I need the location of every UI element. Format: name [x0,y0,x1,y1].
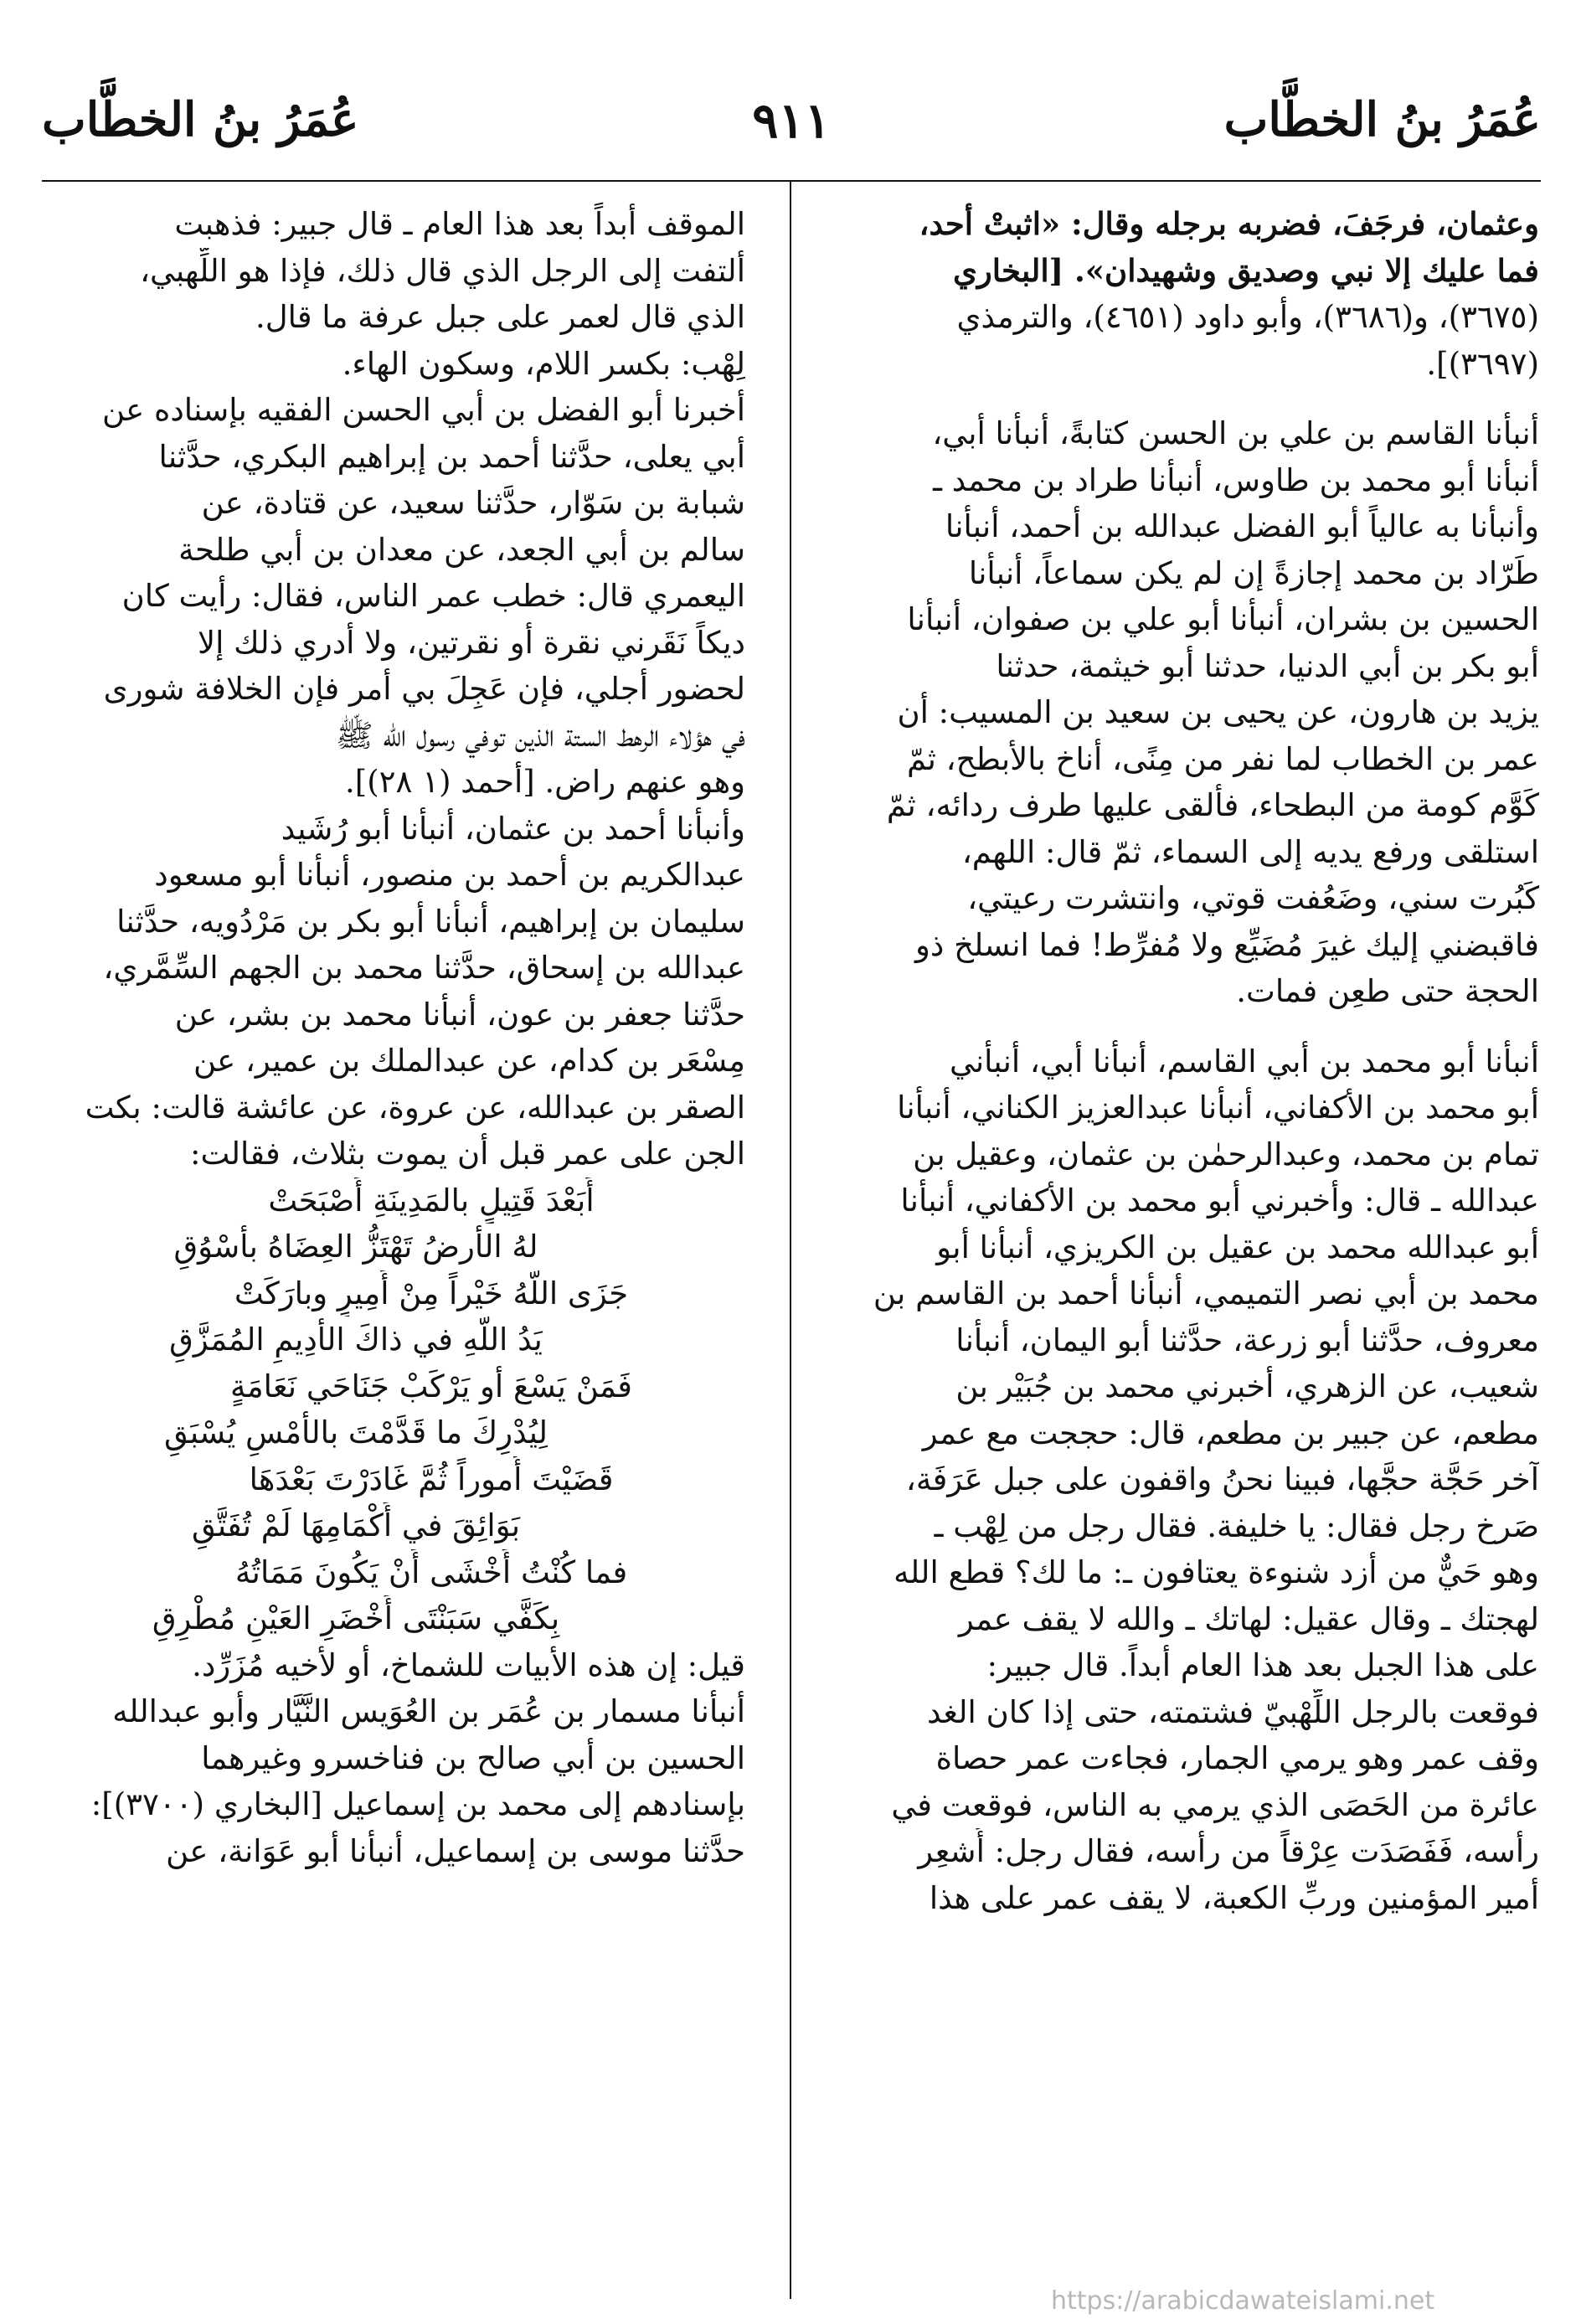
running-head-left: عُمَرُ بنُ الخطَّاب [42,92,359,147]
poem-verse: بَوَائِقَ في أَكْمَامِهَا لَمْ تُفَتَّقِ [191,1507,521,1543]
text-line: أبو بكر بن أبي الدنيا، حدثنا أبو خيثمة، حدثنا [996,647,1539,684]
poem-verse: أَبَعْدَ قَتِيلٍ بالمَدِينَةِ أَصْبَحَتْ [268,1182,595,1219]
text-line: وأنبأنا أحمد بن عثمان، أنبأنا أبو رُشَيد [281,810,745,847]
text-line: شبابة بن سَوّار، حدَّثنا سعيد، عن قتادة، عن [201,485,745,521]
running-head-right: عُمَرُ بنُ الخطَّاب [1223,92,1541,147]
text-line: محمد بن أبي نصر التميمي، أنبأنا أحمد بن القاسم بن [873,1275,1539,1311]
text-line: يزيد بن هارون، عن يحيى بن سعيد بن المسيب: أن [897,694,1539,730]
text-line: أمير المؤمنين وربِّ الكعبة، لا يقف عمر على هذا [929,1879,1539,1916]
poem-verse: فَمَنْ يَسْعَ أو يَرْكَبْ جَنَاحَي نَعَامَةٍ [230,1368,632,1404]
text-line: صَرخ رجل فقال: يا خليفة. فقال رجل من لِهْب ـ [934,1507,1539,1544]
text-line: رأسه، فَفَصَدَت عِرْقاً من رأسه، فقال رجل: أُشعِر [918,1833,1539,1869]
text-line: سالم بن أبي الجعد، عن معدان بن أبي طلحة [178,531,745,568]
header-rule [42,180,1541,182]
poem-verse: بِكَفَّي سَبَنْتَى أَخْضَرِ العَيْنِ مُطْرِقِ [152,1600,560,1636]
text-line: عائرة من الحَصَى الذي يرمي به الناس، فوقعت في [891,1786,1539,1823]
text-line: في هؤلاء الرهط الستة الذين توفي رسول الله ﷺ [335,717,745,754]
text-line: لحضور أجلي، فإن عَجِلَ بي أمر فإن الخلافة شورى [103,671,745,707]
text-line: سليمان بن إبراهيم، أنبأنا أبو بكر بن مَرْدُويه، حدَّثنا [116,903,745,940]
text-line: لِهْب: بكسر اللام، وسكون الهاء. [342,345,745,382]
text-line: كَبُرت سني، وضَعُفت قوتي، وانتشرت رعيتي، [967,880,1539,916]
text-line: أنبأنا مسمار بن عُمَر بن العُوَيس النَّيَّار وأبو عبدالله [112,1693,745,1729]
text-line: وعثمان، فرجَفَ، فضربه برجله وقال: «اثبتْ أحد، [919,205,1539,242]
text-line: شعيب، عن الزهري، أخبرني محمد بن جُبَيْر بن [955,1368,1539,1404]
text-line: مطعم، عن جبير بن مطعم، قال: حججت مع عمر [922,1414,1539,1451]
text-line: فاقبضني إليك غيرَ مُضَيِّع ولا مُفرِّط! فما انسلخ ذو [914,926,1539,963]
text-line: (٣٦٩٧)]. [1426,345,1539,382]
text-line: قيل: إن هذه الأبيات للشماخ، أو لأخيه مُزَرِّد. [192,1646,745,1683]
text-line: تمام بن محمد، وعبدالرحمٰن بن عثمان، وعقيل بن [913,1136,1539,1172]
text-line: الصقر بن عبدالله، عن عروة، عن عائشة قالت: بكت [85,1089,745,1126]
text-line: وأنبأنا به عالياً أبو الفضل عبدالله بن أحمد، أنبأنا [945,508,1539,544]
text-line: وهو عنهم راض. [أحمد (١ ٢٨)]. [345,764,745,800]
text-line: أخبرنا أبو الفضل بن أبي الحسن الفقيه بإسناده عن [101,392,745,428]
text-line: فوقعت بالرجل اللِّهْبيّ فشتمته، حتى إذا كان الغد [926,1693,1539,1730]
poem-verse: جَزَى اللَّهُ خَيْراً مِنْ أَمِيرٍ وبارَكَتْ [234,1275,629,1311]
text-line: استلقى ورفع يديه إلى السماء، ثمّ قال: اللهم، [961,833,1539,870]
page-header [42,92,1541,184]
text-line: فما عليك إلا نبي وصديق وشهيدان». [البخاري [952,251,1539,289]
poem-verse: قَضَيْتَ أُموراً ثُمَّ غَادَرْتَ بَعْدَهَا [249,1461,614,1497]
text-line: عبدالله ـ قال: وأخبرني أبو محمد بن الأكفاني، أنبأنا [900,1183,1539,1219]
text-line: الحسين بن أبي صالح بن فناخسرو وغيرهما [201,1739,745,1776]
text-line: الحسين بن بشران، أنبأنا أبو علي بن صفوان، أنبأنا [907,601,1539,637]
text-line: حدَّثنا جعفر بن عون، أنبأنا محمد بن بشر، عن [174,996,745,1033]
text-line: عمر بن الخطاب لما نفر من مِنًى، أناخ بالأبطح، ثمّ [906,740,1539,777]
poem-verse: لِيُدْرِكَ ما قَدَّمْتَ بالأمْسِ يُسْبَقِ [163,1414,548,1451]
source-watermark: https://arabicdawateislami.net [1051,2286,1435,2316]
text-line: كَوَّم كومة من البطحاء، فألقى عليها طرف ردائه، ثمّ [886,787,1539,823]
text-line: آخر حَجَّة حجَّها، فبينا نحنُ واقفون على جبل عَرَفَة، [905,1461,1539,1497]
text-line: أنبأنا القاسم بن علي بن الحسن كتابةً، أنبأنا أبي، [932,415,1539,451]
text-line: معروف، حدَّثنا أبو زرعة، حدَّثنا أبو اليمان، أنبأنا [955,1322,1539,1358]
right-column [836,201,1539,1921]
paragraph-gap [836,387,1539,410]
text-line: لهجتك ـ وقال عقيل: لهاتك ـ والله لا يقف عمر [958,1600,1539,1637]
text-line: وقف عمر وهو يرمي الجمار، فجاءت عمر حصاة [935,1740,1539,1776]
text-line: ألتفت إلى الرجل الذي قال ذلك، فإذا هو اللِّهبي، [140,252,745,289]
text-line: مِسْعَر بن كدام، عن عبدالملك بن عمير، عن [193,1043,745,1079]
column-divider [790,180,791,2299]
text-line: ديكاً نَقَرني نقرة أو نقرتين، ولا أدري ذلك إلا [198,624,745,661]
text-line: أبي يعلى، حدَّثنا أحمد بن إبراهيم البكري، حدَّثنا [158,438,745,475]
text-line: على هذا الجبل بعد هذا العام أبداً. قال جبير: [986,1647,1539,1683]
page-number: ٩١١ [752,92,831,149]
text-line: الموقف أبداً بعد هذا العام ـ قال جبير: فذهبت [174,206,745,242]
text-line: بإسنادهم إلى محمد بن إسماعيل [البخاري (٣٧٠٠)]: [90,1786,745,1822]
poem-verse: لهُ الأرضُ تَهْتَزُّ العِضَاهُ بأَسْوُقِ [173,1229,538,1265]
text-line: (٣٦٧٥)، و(٣٦٨٦)، وأبو داود (٤٦٥١)، والترمذي [956,299,1539,335]
text-line: وهو حَيٌّ من أزد شنوءة يعتافون ـ: ما لك؟ قطع الله [893,1554,1539,1590]
text-line: الجن على عمر قبل أن يموت بثلاث، فقالت: [189,1136,745,1172]
left-column [42,201,745,1874]
text-line: حدَّثنا موسى بن إسماعيل، أنبأنا أبو عَوَانة، عن [166,1832,745,1869]
text-line: اليعمري قال: خطب عمر الناس، فقال: رأيت كان [121,578,745,614]
text-line: أبو محمد بن الأكفاني، أنبأنا عبدالعزيز الكناني، أنبأنا [897,1090,1539,1126]
poem-verse: يَدُ اللَّهِ في ذاكَ الأدِيمِ المُمَزَّقِ [169,1322,543,1358]
text-line: أنبأنا أبو محمد بن أبي القاسم، أنبأنا أبي، أنبأني [950,1043,1539,1080]
text-line: أنبأنا أبو محمد بن طاوس، أنبأنا طراد بن محمد ـ [933,461,1539,498]
text-line: الحجة حتى طعِن فمات. [1236,973,1539,1009]
text-line: أبو عبدالله محمد بن عقيل بن الكريزي، أنبأنا أبو [936,1229,1539,1265]
paragraph-gap [836,1015,1539,1038]
text-line: عبدالله بن إسحاق، حدَّثنا محمد بن الجهم السِّمَّري، [103,950,745,986]
text-line: الذي قال لعمر على جبل عرفة ما قال. [255,299,745,335]
poem-verse: فما كُنْتُ أَخْشَى أَنْ يَكُونَ مَمَاتُهُ [234,1554,628,1590]
text-line: عبدالكريم بن أحمد بن منصور، أنبأنا أبو مسعود [154,857,745,893]
text-line: طَرّاد بن محمد إجازةً إن لم يكن سماعاً، أنبأنا [968,554,1539,591]
